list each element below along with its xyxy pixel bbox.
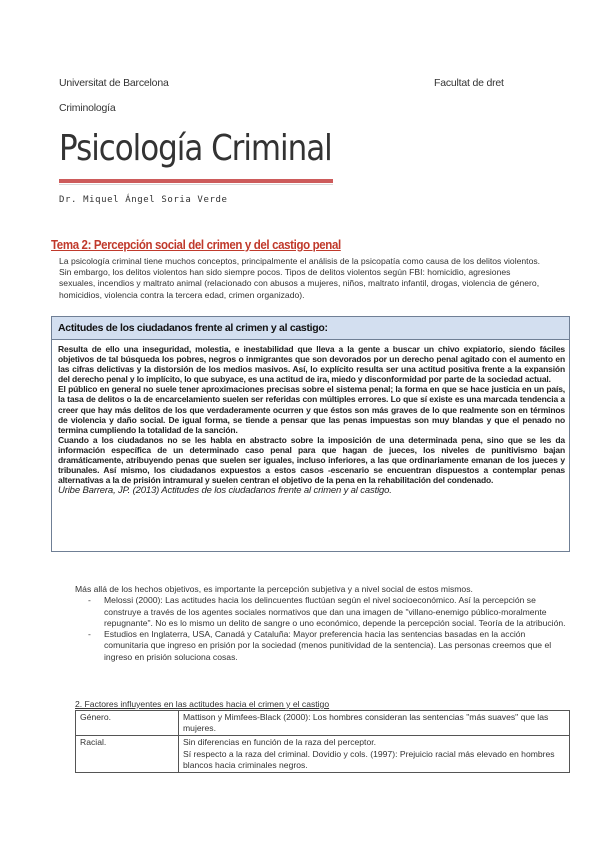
bullet-dash: - [88,629,91,640]
header-degree: Criminología [59,102,116,114]
title-underline-shadow [59,184,333,185]
header-faculty: Facultat de dret [434,77,504,89]
table-cell-description [179,711,570,736]
lower-lead: Más allá de los hechos objetivos, es importante la percepción subjetiva y a nivel social de estos mismos. [75,584,473,594]
factors-table [75,710,570,773]
quote-paragraph: Cuando a los ciudadanos no se les habla en abstracto sobre la imposición de una determinada pena, sino que se les da información específica de un determinado caso penal para que hagan de jueces, los niveles de punitivismo bajan dramáticamente, atribuyendo penas que suelen ser iguales, incluso inferiores, a las que ordinariamente emanan de los jueces y tribunales. Así mismo, los ciudadanos expuestos a estos casos -escenario se encuentran dispuestos a contemplar penas alternativas a la de prisión intramural y suelen centran el objetivo de la pena en la rehabilitación del condenado. [58,434,565,486]
section-heading: Tema 2: Percepción social del crimen y del castigo penal [51,238,341,252]
quote-box [51,316,570,552]
table-cell-line: Sí respecto a la raza del criminal. Dovidio y cols. (1997): Prejuicio racial más elevado en hombres blancos hacia criminales negros. [183,748,555,770]
author: Dr. Miquel Ángel Soria Verde [59,195,228,205]
list-item [75,629,570,663]
intro-paragraph: La psicología criminal tiene muchos conceptos, principalmente el análisis de la psicopatía como causa de los delitos violentos. Sin embargo, los delitos violentos han sido siempre pocos. Tipos de delitos violentos según FBI: homicidio, agresiones sexuales, incendios y maltrato animal (relacionado con abusos a mujeres, niños, maltrato infantil, drogas, violencia de género, homicidios, violencia contra la tercera edad, crimen organizado). [59,256,541,300]
bullet-dash: - [88,595,91,606]
quote-citation: Uribe Barrera, JP. (2013) Actitudes de los ciudadanos frente al crimen y al castigo. [58,485,392,497]
quote-paragraph: Resulta de ello una inseguridad, molestia, e inestabilidad que lleva a la gente a buscar un chivo expiatorio, siendo fáciles objetivos de tal búsqueda los pobres, negros o inmigrantes que son devorados por un derecho penal agitado con el aumento en las cifras delictivas y la distorsión de los medios masivos. Así, lo explícito resulta ser una actitud positiva frente a la expansión del derecho penal y lo implícito, lo que subyace, es una actitud de ira, miedo y disconformidad por parte de la sociedad actual. [58,344,565,385]
table-cell-factor: Racial. [76,736,179,773]
lower-section [75,584,570,663]
header-university: Universitat de Barcelona [59,77,169,89]
factors-title: 2. Factores influyentes en las actitudes hacia el crimen y el castigo [75,699,330,709]
quote-paragraph: El público en general no suele tener aproximaciones precisas sobre el sistema penal; la forma en que se hace justicia en un país, la tasa de delitos o la de encarcelamiento suelen ser referidas con múltiples errores. Lo que sí existe es una marcada tendencia a creer que hay más delitos de los que verdaderamente ocurren y que éstos son más graves de lo que realmente son en términos de violencia y daño social. De igual forma, se tiende a pensar que las penas impuestas son muy blandas y que el penado no termina cumpliendo la totalidad de la sanción. [58,384,565,435]
title-underline [59,179,333,183]
table-cell-line: Sin diferencias en función de la raza del perceptor. [183,737,377,748]
table-row [76,736,570,773]
table-cell-factor: Género. [76,711,179,736]
quote-box-title: Actitudes de los ciudadanos frente al crimen y al castigo: [58,322,328,334]
table-row [76,711,570,736]
quote-box-body [58,344,565,496]
list-item-text: Melossi (2000): Las actitudes hacia los delincuentes fluctúan según el nivel socioeconómico. Así la percepción se construye a través de los agentes sociales normativos que dan una imagen de "villano-enemigo público-moralmente repugnante". No es lo mismo un delito de sangre o uno económico, depende la percepción social. Teoría de la atribución. [104,595,566,628]
table-cell-description [179,736,570,773]
table-cell-line: Mattison y Mimfees-Black (2000): Los hombres consideran las sentencias "más suaves" que las mujeres. [183,712,549,734]
quote-box-header [52,317,569,340]
list-item [75,595,570,629]
page-title: Psicología Criminal [59,128,332,169]
list-item-text: Estudios en Inglaterra, USA, Canadá y Cataluña: Mayor preferencia hacia las sentencias basadas en la acción comunitaria que ingreso en prisión por la sociedad (menos punitividad de la sentencia). Las personas creemos que el ingreso en prisión soluciona cosas. [104,629,552,662]
